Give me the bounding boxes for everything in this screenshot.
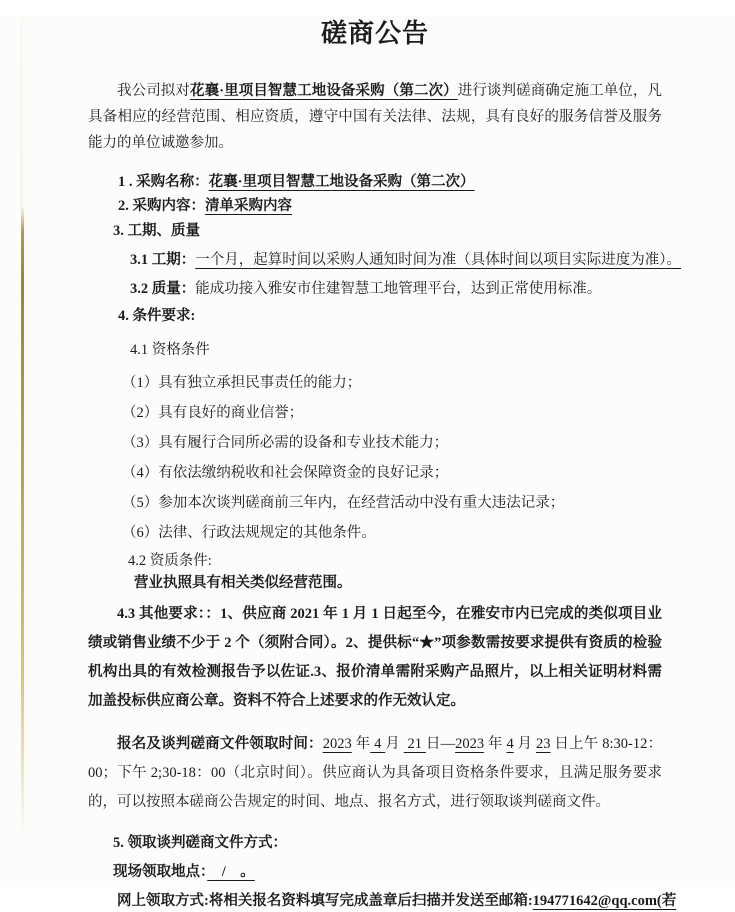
qualification-item-1: （1）具有独立承担民事责任的能力； <box>122 374 362 391</box>
online-pickup-line <box>88 890 677 912</box>
intro-lead: 我公司拟对 <box>117 83 190 99</box>
collection-time-label: 报名及谈判磋商文件领取时间： <box>117 736 323 752</box>
purchase-content-line <box>88 195 662 217</box>
purchase-content-value: 清单采购内容 <box>205 197 292 214</box>
date-separator: 月 <box>513 736 537 752</box>
date2-month: 4 <box>506 736 514 752</box>
date1-month: 4 <box>370 736 386 752</box>
credential-heading: 4.2 资质条件: <box>128 552 212 569</box>
purchase-name-value: 花襄·里项目智慧工地设备采购（第二次） <box>208 173 475 190</box>
section-5-heading: 5. 领取谈判磋商文件方式： <box>113 834 287 851</box>
qualification-item-3: （3）具有履行合同所必需的设备和专业技术能力； <box>122 434 449 451</box>
online-pickup-text: 将相关报名资料填写完成盖章后扫描并发送至邮箱: <box>208 892 533 909</box>
qualification-item-2: （2）具有良好的商业信誉； <box>122 404 304 421</box>
date1-day: 21 <box>403 736 426 752</box>
other-requirements-paragraph: 4.3 其他要求：：1、供应商 2021 年 1 月 1 日起至今，在雅安市内已完成的类似项目业绩或销售业绩不少于 2 个（须附合同）。2、提供标“★”项参数需按要求提供有资质的检验机构出具的有效检测报告予以佐证.3、报价清单需附采购产品照片，以上相关证明材料需加盖投标供应商公章。资料不符合上述要求的作无效认定。 <box>88 605 662 709</box>
date-separator: 年 <box>351 736 371 752</box>
intro-project-name: 花襄·里项目智慧工地设备采购（第二次） <box>190 83 458 99</box>
duration-label: 3.1 工期： <box>130 251 196 268</box>
duration-value: 一个月，起算时间以采购人通知时间为准（具体时间以项目实际进度为准）。 <box>195 251 681 268</box>
section-3-heading: 3. 工期、质量 <box>113 222 200 239</box>
date-separator: 日— <box>425 736 456 752</box>
document-title: 磋商公告 <box>320 19 429 48</box>
qualification-item-6: （6）法律、行政法规规定的其他条件。 <box>122 524 376 541</box>
date2-year: 2023 <box>455 736 485 752</box>
collection-time-paragraph <box>88 730 662 817</box>
qualification-item-5: （5）参加本次谈判磋商前三年内，在经营活动中没有重大违法记录； <box>122 494 565 511</box>
quality-line <box>88 278 662 300</box>
duration-line <box>88 249 681 271</box>
online-pickup-label: 网上领取方式: <box>117 892 209 909</box>
intro-paragraph <box>88 78 662 156</box>
qualification-item-4: （4）有依法缴纳税收和社会保障资金的良好记录； <box>122 464 449 481</box>
online-pickup-email: 194771642@qq.com(若 <box>532 892 677 909</box>
purchase-name-line <box>88 171 662 193</box>
quality-label: 3.2 质量： <box>130 280 196 297</box>
onsite-pickup-line <box>88 861 662 883</box>
onsite-pickup-label: 现场领取地点： <box>113 863 208 880</box>
date2-day: 23 <box>536 736 551 752</box>
quality-value: 能成功接入雅安市住建智慧工地管理平台，达到正常使用标准。 <box>195 280 602 297</box>
document-body <box>0 16 735 912</box>
section-4-heading: 4. 条件要求: <box>118 307 196 324</box>
date-separator: 年 <box>484 736 507 752</box>
scanned-document-page <box>0 16 735 909</box>
qualification-heading: 4.1 资格条件 <box>130 341 210 358</box>
onsite-pickup-value: / 。 <box>207 863 255 880</box>
purchase-name-label: 1 . 采购名称： <box>118 173 209 190</box>
date1-year: 2023 <box>322 736 352 752</box>
date-separator: 月 <box>385 736 404 752</box>
intro-tail: 进行谈判磋商确定施工单位，凡具备相应的经营范围、相应资质，遵守中国有关法律、法规，具有良好的服务信誉及服务能力的单位诚邀参加。 <box>88 83 663 151</box>
credential-value: 营业执照具有相关类似经营范围。 <box>134 574 352 591</box>
collection-time-tail: 日上午 8:30-12：00；下午 2;30-18：00（北京时间）。供应商认为具备项目资格条件要求，且满足服务要求的，可以按照本磋商公告规定的时间、地点、报名方式，进行领取谈判磋商文件。 <box>88 736 663 810</box>
purchase-content-label: 2. 采购内容： <box>118 197 205 214</box>
